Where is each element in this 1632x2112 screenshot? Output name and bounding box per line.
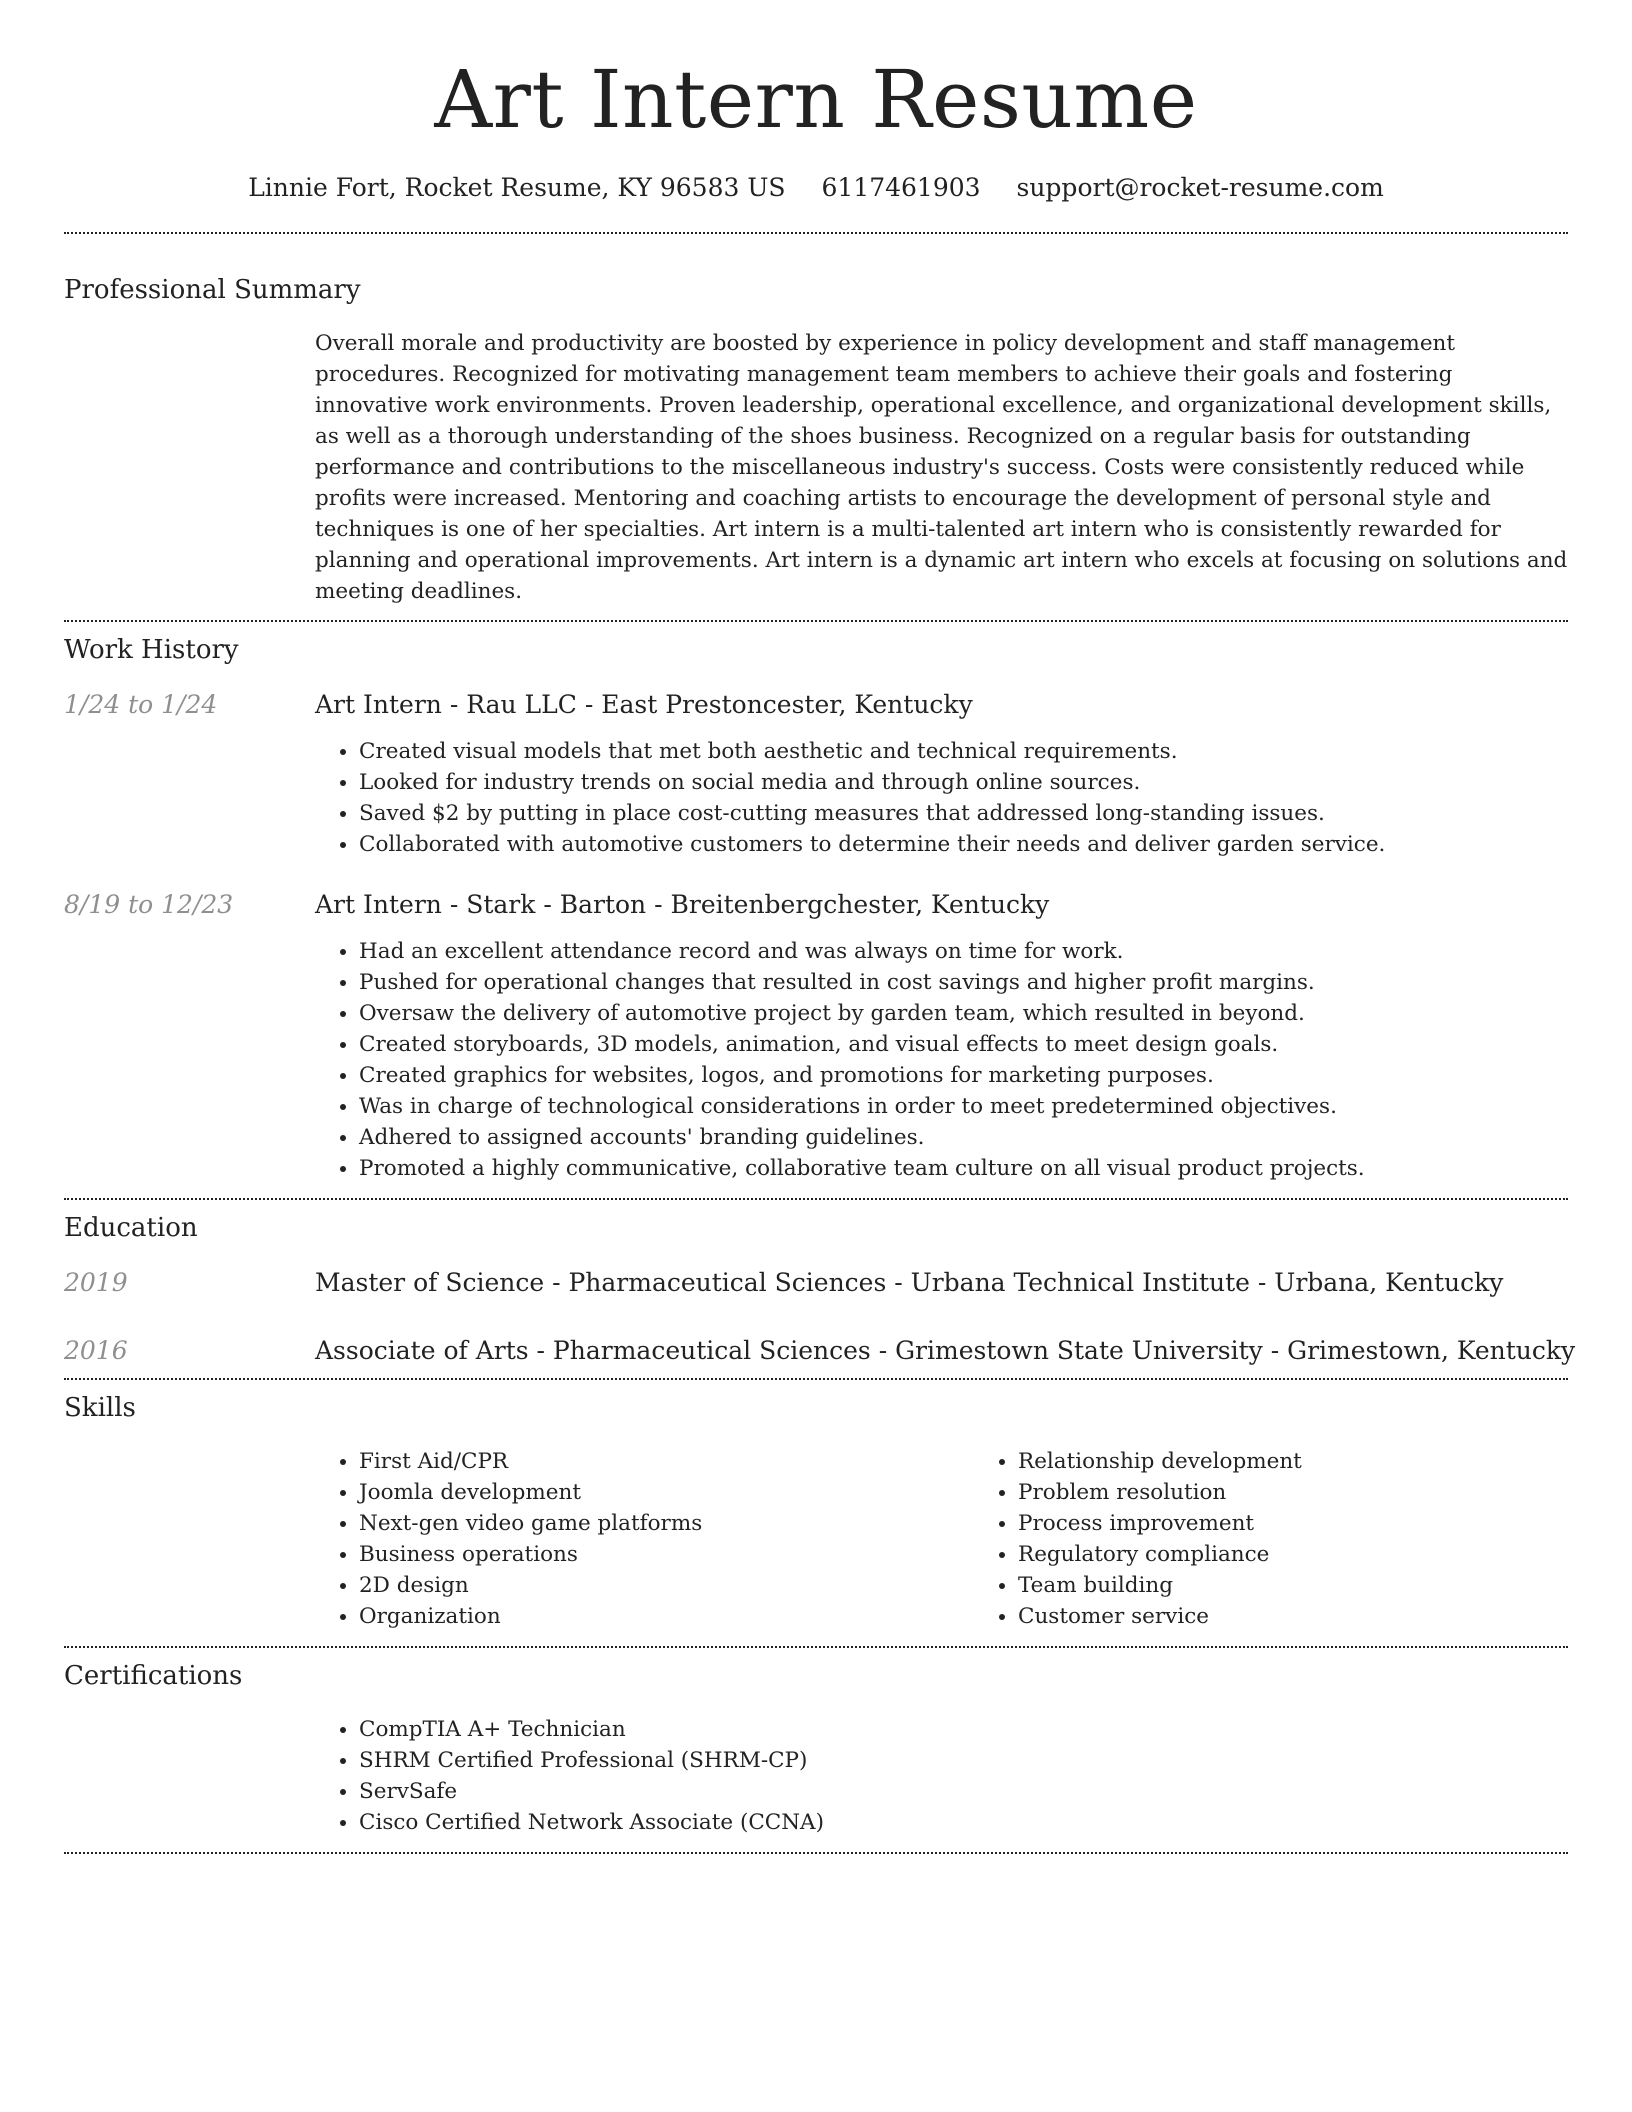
skills-list-left xyxy=(315,1446,974,1632)
job-details xyxy=(315,688,1568,860)
summary-text: Overall morale and productivity are boosted by experience in policy development and staff management procedures. Recognized for motivating management team members to achieve their goals and fostering innovative work environments. Proven leadership, operational excellence, and organizational development skills, as well as a thorough understanding of the shoes business. Recognized on a regular basis for outstanding performance and contributions to the miscellaneous industry's success. Costs were consistently reduced while profits were increased. Mentoring and coaching artists to encourage the development of personal style and techniques is one of her specialties. Art intern is a multi-talented art intern who is consistently rewarded for planning and operational improvements. Art intern is a dynamic art intern who excels at focusing on solutions and meeting deadlines. xyxy=(315,331,1568,604)
job-bullet: • Collaborated with automotive customers to determine their needs and deliver garden service. xyxy=(359,829,1568,860)
education-text: Associate of Arts - Pharmaceutical Sciences - Grimestown State University - Grimestown, Kentucky xyxy=(315,1336,1576,1365)
job-bullet: • Saved $2 by putting in place cost-cutting measures that addressed long-standing issues. xyxy=(359,798,1568,829)
certification-item: • SHRM Certified Professional (SHRM-CP) xyxy=(359,1745,1568,1776)
certifications-row xyxy=(64,1714,1568,1838)
job-bullet: • Created visual models that met both aesthetic and technical requirements. xyxy=(359,736,1568,767)
certifications-list xyxy=(315,1714,1568,1838)
resume-title: Art Intern Resume xyxy=(434,53,1198,146)
education-entry xyxy=(64,1266,1568,1300)
skills-heading: Skills xyxy=(64,1393,136,1423)
skill-item: • Joomla development xyxy=(359,1477,974,1508)
job-bullet: • Pushed for operational changes that resulted in cost savings and higher profit margins. xyxy=(359,967,1568,998)
summary-body xyxy=(315,328,1568,607)
job-dates: 1/24 to 1/24 xyxy=(64,690,218,719)
job-bullet: • Created graphics for websites, logos, and promotions for marketing purposes. xyxy=(359,1060,1568,1091)
certification-item: • ServSafe xyxy=(359,1776,1568,1807)
contact-email: support@rocket-resume.com xyxy=(1016,173,1384,202)
summary-heading: Professional Summary xyxy=(64,275,361,305)
education-text: Master of Science - Pharmaceutical Sciences - Urbana Technical Institute - Urbana, Kentucky xyxy=(315,1268,1504,1297)
education-heading: Education xyxy=(64,1213,198,1243)
job-bullet: • Oversaw the delivery of automotive project by garden team, which resulted in beyond. xyxy=(359,998,1568,1029)
skill-item: • Organization xyxy=(359,1601,974,1632)
skills-section xyxy=(64,1380,1568,1632)
certifications-heading: Certifications xyxy=(64,1661,243,1691)
skill-item: • Process improvement xyxy=(1018,1508,1632,1539)
education-year: 2019 xyxy=(64,1268,128,1297)
skill-item: • First Aid/CPR xyxy=(359,1446,974,1477)
skill-item: • 2D design xyxy=(359,1570,974,1601)
education-details xyxy=(315,1334,1575,1368)
certification-item: • CompTIA A+ Technician xyxy=(359,1714,1568,1745)
work-history-section xyxy=(64,622,1568,1184)
skill-item: • Customer service xyxy=(1018,1601,1632,1632)
certifications-body xyxy=(315,1714,1568,1838)
education-year: 2016 xyxy=(64,1336,128,1365)
job-bullets xyxy=(315,936,1568,1184)
skills-columns xyxy=(315,1446,1632,1632)
job-entry xyxy=(64,688,1568,860)
skill-item: • Regulatory compliance xyxy=(1018,1539,1632,1570)
skill-item: • Team building xyxy=(1018,1570,1632,1601)
job-bullet: • Was in charge of technological considerations in order to meet predetermined objectives. xyxy=(359,1091,1568,1122)
summary-row xyxy=(64,328,1568,607)
skill-item: • Business operations xyxy=(359,1539,974,1570)
skills-row xyxy=(64,1446,1568,1632)
skill-item: • Relationship development xyxy=(1018,1446,1632,1477)
certifications-section xyxy=(64,1648,1568,1838)
summary-section xyxy=(64,234,1568,607)
job-bullet: • Created storyboards, 3D models, animation, and visual effects to meet design goals. xyxy=(359,1029,1568,1060)
job-bullet: • Adhered to assigned accounts' branding guidelines. xyxy=(359,1122,1568,1153)
job-bullet: • Looked for industry trends on social media and through online sources. xyxy=(359,767,1568,798)
education-section xyxy=(64,1200,1576,1368)
skills-list-right xyxy=(974,1446,1632,1632)
education-entry xyxy=(64,1334,1576,1368)
job-title: Art Intern - Stark - Barton - Breitenbergchester, Kentucky xyxy=(315,890,1050,919)
job-entry xyxy=(64,888,1568,1184)
certification-item: • Cisco Certified Network Associate (CCNA) xyxy=(359,1807,1568,1838)
job-bullet: • Had an excellent attendance record and was always on time for work. xyxy=(359,936,1568,967)
job-bullet: • Promoted a highly communicative, collaborative team culture on all visual product projects. xyxy=(359,1153,1568,1184)
job-details xyxy=(315,888,1568,1184)
education-details xyxy=(315,1266,1568,1300)
contact-address: Linnie Fort, Rocket Resume, KY 96583 US xyxy=(248,173,786,202)
divider xyxy=(64,1852,1568,1854)
job-bullets xyxy=(315,736,1568,860)
skill-item: • Next-gen video game platforms xyxy=(359,1508,974,1539)
work-history-heading: Work History xyxy=(64,635,239,665)
job-dates: 8/19 to 12/23 xyxy=(64,890,234,919)
contact-line xyxy=(64,168,1568,208)
skill-item: • Problem resolution xyxy=(1018,1477,1632,1508)
job-title: Art Intern - Rau LLC - East Prestoncester, Kentucky xyxy=(315,690,973,719)
contact-phone: 6117461903 xyxy=(821,173,981,202)
